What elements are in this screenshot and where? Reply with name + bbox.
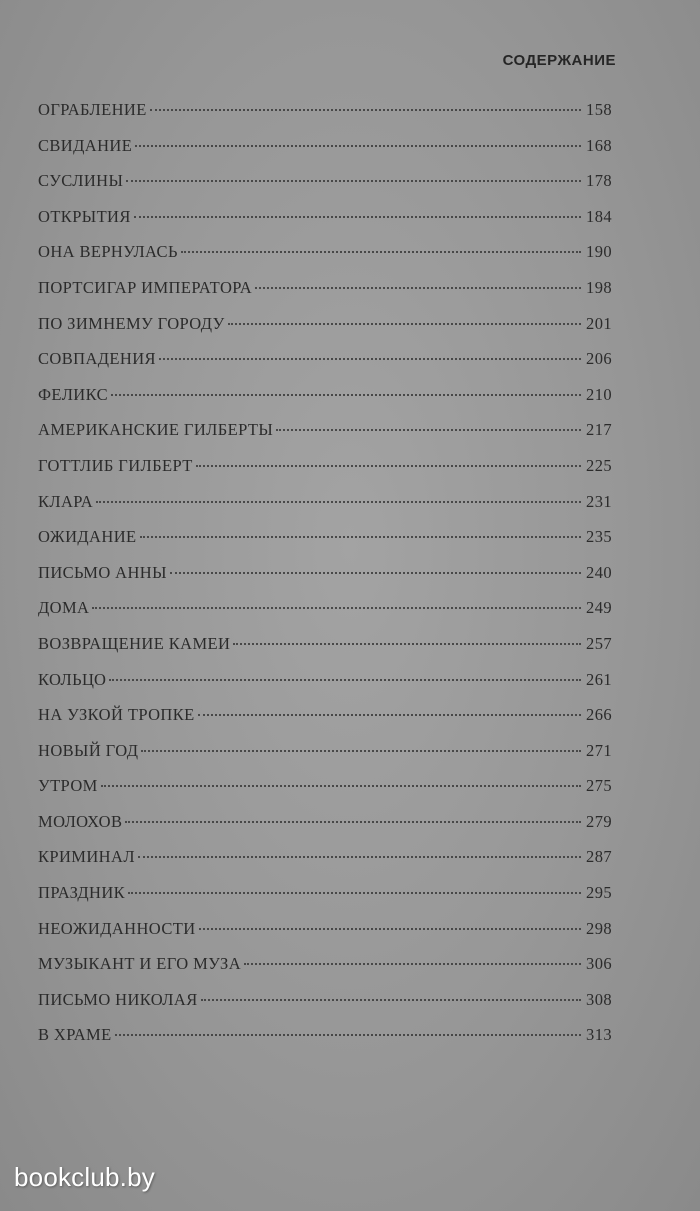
toc-leader-dots: [134, 216, 581, 218]
toc-entry: [38, 278, 612, 314]
toc-entry-title: В ХРАМЕ: [38, 1025, 112, 1045]
toc-entry-page-number: 210: [586, 384, 612, 404]
toc-entry: [38, 385, 612, 421]
toc-entry: [38, 919, 612, 955]
toc-leader-dots: [109, 679, 581, 681]
toc-entry-title: ПО ЗИМНЕМУ ГОРОДУ: [38, 313, 225, 333]
toc-entry-title: ПИСЬМО АННЫ: [38, 562, 167, 582]
toc-entry: [38, 705, 612, 741]
watermark: bookclub.by: [14, 1162, 155, 1192]
toc-entry-page-number: 275: [586, 776, 612, 796]
toc-leader-dots: [128, 892, 581, 894]
toc-entry: [38, 492, 612, 528]
toc-entry-page-number: 266: [586, 705, 612, 725]
toc-entry: [38, 812, 612, 848]
toc-entry-title: УТРОМ: [38, 776, 98, 796]
toc-entry-page-number: 279: [586, 811, 612, 831]
toc-entry-page-number: 287: [586, 847, 612, 867]
toc-entry-page-number: 235: [586, 527, 612, 547]
toc-entry-page-number: 168: [586, 135, 612, 155]
toc-leader-dots: [244, 963, 581, 965]
toc-entry: [38, 136, 612, 172]
toc-entry-title: НА УЗКОЙ ТРОПКЕ: [38, 705, 195, 725]
toc-entry-page-number: 178: [586, 171, 612, 191]
toc-entry-page-number: 308: [586, 989, 612, 1009]
toc-entry-title: ОНА ВЕРНУЛАСЬ: [38, 242, 178, 262]
toc-leader-dots: [126, 180, 581, 182]
toc-entry-page-number: 261: [586, 669, 612, 689]
toc-entry: [38, 171, 612, 207]
toc-leader-dots: [138, 856, 581, 858]
toc-entry: [38, 954, 612, 990]
toc-leader-dots: [92, 607, 581, 609]
toc-entry: [38, 634, 612, 670]
toc-leader-dots: [159, 358, 581, 360]
toc-leader-dots: [96, 501, 581, 503]
toc-entry: [38, 883, 612, 919]
toc-leader-dots: [199, 928, 581, 930]
toc-entry: [38, 598, 612, 634]
toc-entry-title: ГОТТЛИБ ГИЛБЕРТ: [38, 455, 193, 475]
toc-entry-title: КЛАРА: [38, 491, 94, 511]
toc-leader-dots: [198, 714, 581, 716]
toc-entry: [38, 990, 612, 1026]
toc-entry-page-number: 198: [586, 277, 612, 297]
toc-entry-page-number: 231: [586, 491, 612, 511]
toc-entry: [38, 207, 612, 243]
page-title: СОДЕРЖАНИЕ: [502, 52, 616, 69]
toc-entry-title: СВИДАНИЕ: [38, 135, 133, 155]
toc-entry: [38, 776, 612, 812]
toc-entry-title: СОВПАДЕНИЯ: [38, 349, 156, 369]
toc-entry-title: МОЛОХОВ: [38, 811, 123, 831]
toc-entry-page-number: 217: [586, 420, 612, 440]
toc-entry-page-number: 271: [586, 740, 612, 760]
toc-entry-page-number: 158: [586, 100, 612, 119]
toc-entry: [38, 456, 612, 492]
toc-entry-page-number: 298: [586, 918, 612, 938]
toc-leader-dots: [150, 109, 581, 111]
toc-leader-dots: [228, 323, 581, 325]
toc-leader-dots: [255, 287, 581, 289]
toc-entry-page-number: 206: [586, 349, 612, 369]
toc-entry: [38, 670, 612, 706]
toc-entry: [38, 1025, 612, 1061]
toc-entry: [38, 741, 612, 777]
toc-leader-dots: [111, 394, 581, 396]
toc-entry-page-number: 184: [586, 206, 612, 226]
toc-entry-page-number: 201: [586, 313, 612, 333]
toc-entry: [38, 242, 612, 278]
toc-entry-title: ВОЗВРАЩЕНИЕ КАМЕИ: [38, 633, 231, 653]
toc-entry-title: ОГРАБЛЕНИЕ: [38, 100, 147, 119]
toc-leader-dots: [276, 429, 581, 431]
toc-entry: [38, 420, 612, 456]
toc-entry-title: ПРАЗДНИК: [38, 883, 126, 903]
table-of-contents: [38, 100, 612, 1061]
toc-entry-title: ПИСЬМО НИКОЛАЯ: [38, 989, 198, 1009]
toc-leader-dots: [170, 572, 581, 574]
toc-entry-page-number: 306: [586, 954, 612, 974]
toc-entry-title: КОЛЬЦО: [38, 669, 107, 689]
toc-leader-dots: [196, 465, 581, 467]
toc-entry-page-number: 190: [586, 242, 612, 262]
toc-entry-title: ПОРТСИГАР ИМПЕРАТОРА: [38, 277, 253, 297]
toc-entry-title: НЕОЖИДАННОСТИ: [38, 918, 196, 938]
toc-entry-page-number: 249: [586, 598, 612, 618]
toc-entry: [38, 527, 612, 563]
toc-leader-dots: [140, 536, 582, 538]
toc-entry-title: КРИМИНАЛ: [38, 847, 135, 867]
toc-leader-dots: [201, 999, 581, 1001]
toc-entry: [38, 314, 612, 350]
toc-entry-title: ОЖИДАНИЕ: [38, 527, 137, 547]
toc-entry-page-number: 240: [586, 562, 612, 582]
toc-leader-dots: [233, 643, 581, 645]
toc-entry-title: НОВЫЙ ГОД: [38, 740, 139, 760]
toc-leader-dots: [141, 750, 581, 752]
toc-entry-page-number: 313: [586, 1025, 612, 1045]
toc-leader-dots: [115, 1034, 581, 1036]
toc-entry-page-number: 295: [586, 883, 612, 903]
toc-leader-dots: [125, 821, 581, 823]
toc-entry: [38, 349, 612, 385]
toc-entry: [38, 847, 612, 883]
toc-entry-title: ФЕЛИКС: [38, 384, 109, 404]
toc-entry: [38, 563, 612, 599]
toc-entry-title: АМЕРИКАНСКИЕ ГИЛБЕРТЫ: [38, 420, 274, 440]
toc-entry-page-number: 225: [586, 455, 612, 475]
toc-entry-title: МУЗЫКАНТ И ЕГО МУЗА: [38, 954, 242, 974]
toc-entry: [38, 100, 612, 136]
toc-entry-title: ДОМА: [38, 598, 90, 618]
toc-leader-dots: [101, 785, 581, 787]
toc-leader-dots: [135, 145, 581, 147]
toc-leader-dots: [181, 251, 581, 253]
toc-entry-title: ОТКРЫТИЯ: [38, 206, 131, 226]
toc-entry-page-number: 257: [586, 633, 612, 653]
toc-entry-title: СУСЛИНЫ: [38, 171, 124, 191]
